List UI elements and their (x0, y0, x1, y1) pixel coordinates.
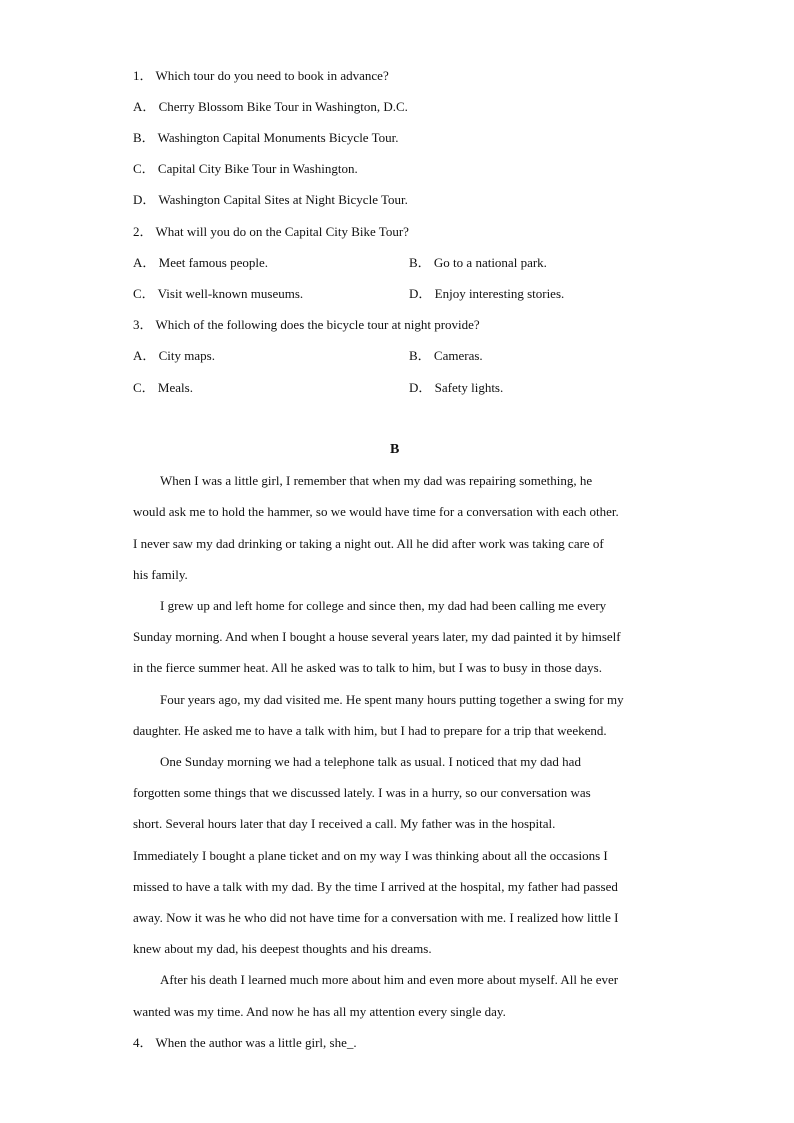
passage-line: knew about my dad, his deepest thoughts and his dreams. (133, 941, 432, 956)
q4-stem-text: 4． When the author was a little girl, she (133, 1035, 347, 1050)
q3-option-a: A． City maps. (133, 348, 215, 363)
q2-option-c: C． Visit well-known museums. (133, 286, 304, 301)
passage-line: wanted was my time. And now he has all my attention every single day. (133, 1004, 506, 1019)
q3-stem: 3． Which of the following does the bicycle tour at night provide? (133, 317, 480, 332)
q4-blank: _ (346, 1035, 354, 1050)
q1-stem: 1． Which tour do you need to book in advance? (133, 68, 389, 83)
passage-line: in the fierce summer heat. All he asked was to talk to him, but I was to busy in those days. (133, 660, 602, 675)
q2-option-d: D． Enjoy interesting stories. (409, 286, 565, 301)
q1-option-d: D． Washington Capital Sites at Night Bicycle Tour. (133, 192, 408, 207)
passage-line: his family. (133, 567, 188, 582)
q2-stem: 2． What will you do on the Capital City Bike Tour? (133, 224, 409, 239)
q2-option-b: B． Go to a national park. (409, 255, 547, 270)
passage-line: Sunday morning. And when I bought a house several years later, my dad painted it by himself (133, 629, 621, 644)
q1-option-b: B． Washington Capital Monuments Bicycle Tour. (133, 130, 399, 145)
passage-line: daughter. He asked me to have a talk with him, but I had to prepare for a trip that weekend. (133, 723, 607, 738)
q3-option-c: C． Meals. (133, 380, 193, 395)
q3-option-b: B． Cameras. (409, 348, 483, 363)
passage-line: When I was a little girl, I remember that when my dad was repairing something, he (160, 473, 593, 488)
passage-line: I grew up and left home for college and since then, my dad had been calling me every (160, 598, 607, 613)
section-b-heading: B (390, 442, 400, 457)
passage-line: Four years ago, my dad visited me. He spent many hours putting together a swing for my (160, 692, 624, 707)
q2-option-a: A． Meet famous people. (133, 255, 269, 270)
q1-option-c: C． Capital City Bike Tour in Washington. (133, 161, 358, 176)
passage-line: I never saw my dad drinking or taking a night out. All he did after work was taking care of (133, 536, 604, 551)
q3-option-d: D． Safety lights. (409, 380, 504, 395)
q1-option-a: A． Cherry Blossom Bike Tour in Washington, D.C. (133, 99, 408, 114)
q4-end: . (353, 1035, 357, 1050)
passage-line: missed to have a talk with my dad. By the time I arrived at the hospital, my father had passed (133, 879, 618, 894)
passage-line: short. Several hours later that day I received a call. My father was in the hospital. (133, 816, 556, 831)
q4-stem (133, 1034, 357, 1052)
passage-line: One Sunday morning we had a telephone talk as usual. I noticed that my dad had (160, 754, 581, 769)
passage-line: After his death I learned much more about him and even more about myself. All he ever (160, 972, 619, 987)
passage-line: Immediately I bought a plane ticket and on my way I was thinking about all the occasions I (133, 848, 608, 863)
passage-line: away. Now it was he who did not have time for a conversation with me. I realized how little I (133, 910, 619, 925)
passage-line: would ask me to hold the hammer, so we would have time for a conversation with each other. (133, 504, 619, 519)
passage-line: forgotten some things that we discussed lately. I was in a hurry, so our conversation was (133, 785, 591, 800)
